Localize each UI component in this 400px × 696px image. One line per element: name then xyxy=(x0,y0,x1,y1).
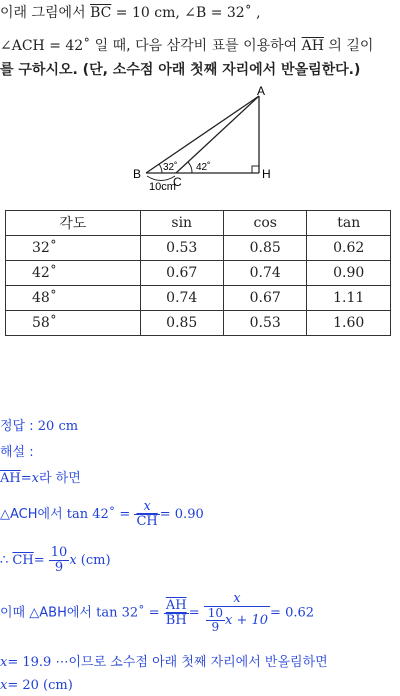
fraction-10-over-9 xyxy=(49,546,70,575)
segment-ch: $\overline{CH}$ xyxy=(12,553,34,568)
label-h: H xyxy=(262,167,271,181)
table-row xyxy=(6,286,391,311)
solution-step-1 xyxy=(0,470,81,488)
angle-condition: ∠ACH = 42˚ xyxy=(0,38,91,54)
table-cell: 0.53 xyxy=(140,236,223,261)
question-condition: = 10 cm, ∠B = 32˚ , xyxy=(115,5,261,21)
denominator-rest: x + 10 xyxy=(225,613,269,628)
equals-sign: = xyxy=(20,471,32,486)
triangle-figure xyxy=(120,86,280,196)
question-end: 의 길이 xyxy=(328,38,374,54)
column-header: sin xyxy=(140,211,223,236)
tan-42-value: = 0.90 xyxy=(159,507,204,522)
tan-32-expression: tan 32˚ = xyxy=(96,605,160,621)
numerator: 10 xyxy=(207,606,224,620)
tan-42-expression: tan 42˚ = xyxy=(66,507,131,522)
numerator: x xyxy=(204,592,270,607)
table-cell: 32˚ xyxy=(6,236,141,261)
bc-brace xyxy=(147,176,175,181)
segment-ah: $\overline{AH}$ xyxy=(0,471,21,486)
trig-table xyxy=(5,210,391,336)
angle-arc-b xyxy=(159,164,162,173)
column-header: cos xyxy=(223,211,306,236)
label-c: C xyxy=(173,175,182,189)
column-header: 각도 xyxy=(6,211,141,236)
answer-value: 20 cm xyxy=(37,419,79,434)
angle-c-label: 42˚ xyxy=(196,162,211,173)
step-text: 이므로 소수점 아래 첫째 자리에서 반올림하면 xyxy=(68,655,328,670)
solution-step-6 xyxy=(0,677,73,695)
table-cell: 0.90 xyxy=(307,261,391,286)
angle-b-label: 32˚ xyxy=(163,162,178,173)
variable-x: x xyxy=(0,655,8,670)
fraction-10-over-9 xyxy=(206,607,225,634)
approx-value: = 19.9 ⋯ xyxy=(7,655,69,670)
table-cell: 58˚ xyxy=(6,311,141,336)
fraction-x-over-ch xyxy=(134,500,159,529)
answer-label: 정답 : xyxy=(0,419,34,434)
question-line-2 xyxy=(0,36,373,56)
numerator: x xyxy=(134,500,159,515)
equals-sign: = xyxy=(188,605,200,621)
denominator: CH xyxy=(136,514,158,529)
solution-step-5 xyxy=(0,654,328,672)
step-text: 라 하면 xyxy=(38,471,81,486)
variable-x: x xyxy=(31,471,39,486)
table-cell: 0.67 xyxy=(140,261,223,286)
segment-bc: $\overline{BC}$ xyxy=(90,5,112,21)
denominator: 9 xyxy=(54,560,64,575)
label-b: B xyxy=(133,167,142,181)
table-cell: 0.74 xyxy=(223,261,306,286)
solution-step-3 xyxy=(0,546,111,575)
tan-32-value: = 0.62 xyxy=(270,605,315,621)
table-cell: 1.60 xyxy=(307,311,391,336)
therefore-symbol: ∴ xyxy=(0,553,9,568)
denominator xyxy=(204,607,270,634)
table-row xyxy=(6,236,391,261)
right-angle-mark xyxy=(252,166,259,173)
variable-x: x xyxy=(0,678,8,693)
column-header: tan xyxy=(307,211,391,236)
table-row xyxy=(6,261,391,286)
final-value: = 20 (cm) xyxy=(7,678,73,693)
numerator: 10 xyxy=(50,545,68,560)
solution-step-4 xyxy=(0,592,314,634)
equals-sign: = xyxy=(33,553,45,568)
triangle-abh: △ABH에서 xyxy=(29,605,92,621)
table-cell: 0.85 xyxy=(140,311,223,336)
unit-cm: (cm) xyxy=(80,553,111,568)
table-cell: 1.11 xyxy=(307,286,391,311)
label-a: A xyxy=(257,86,266,98)
length-bc-label: 10cm xyxy=(149,181,176,193)
question-prefix: 이래 그림에서 xyxy=(0,5,86,21)
denominator: BH xyxy=(165,612,187,628)
answer-line xyxy=(0,418,78,436)
triangle-ach: △ACH에서 xyxy=(0,507,63,522)
denominator: 9 xyxy=(211,620,220,634)
segment-ah: $\overline{AH}$ xyxy=(301,38,324,54)
question-text: 일 때, 다음 삼각비 표를 이용하여 xyxy=(94,38,298,54)
fraction-x-over-sum xyxy=(204,592,270,634)
table-cell: 48˚ xyxy=(6,286,141,311)
table-cell: 0.67 xyxy=(223,286,306,311)
table-row xyxy=(6,311,391,336)
table-cell: 42˚ xyxy=(6,261,141,286)
solution-step-2 xyxy=(0,500,204,529)
segment-ac xyxy=(176,96,259,173)
table-cell: 0.62 xyxy=(307,236,391,261)
question-line-3: 를 구하시오. (단, 소수점 아래 첫째 자리에서 반올림한다.) xyxy=(0,62,361,78)
table-cell: 0.53 xyxy=(223,311,306,336)
table-header-row xyxy=(6,211,391,236)
angle-arc-c xyxy=(188,162,192,173)
table-cell: 0.74 xyxy=(140,286,223,311)
question-line-1 xyxy=(0,3,261,23)
variable-x: x xyxy=(69,553,77,568)
numerator: $\overline{AH}$ xyxy=(164,599,189,614)
step-prefix: 이때 xyxy=(0,605,26,621)
table-cell: 0.85 xyxy=(223,236,306,261)
explanation-label: 해설 : xyxy=(0,445,34,460)
fraction-ah-over-bh xyxy=(164,599,189,628)
